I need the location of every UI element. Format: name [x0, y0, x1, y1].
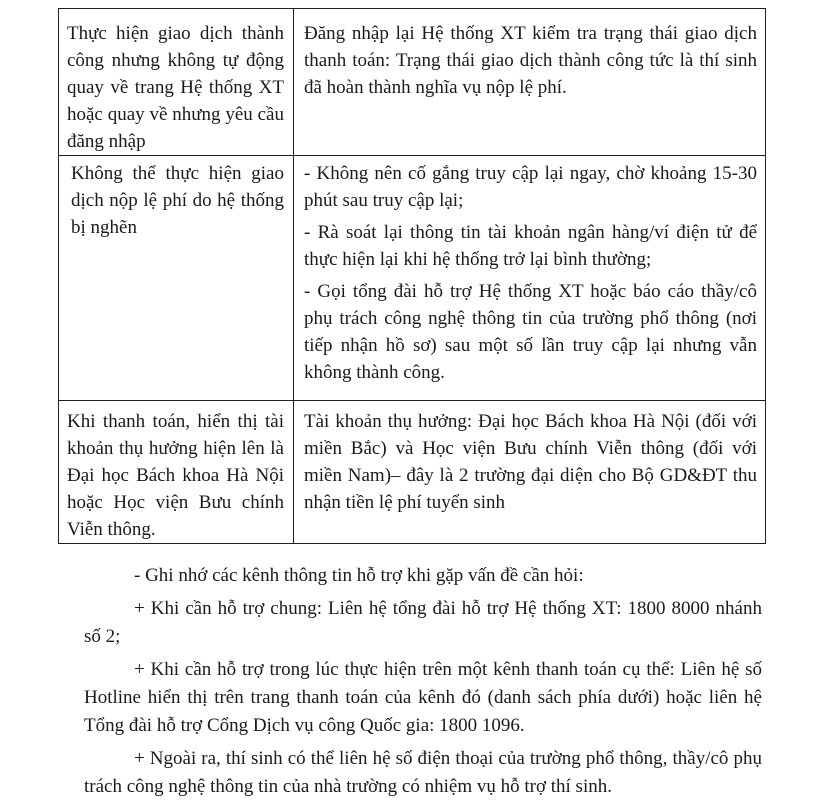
note-item: + Khi cần hỗ trợ chung: Liên hệ tổng đài hỗ trợ Hệ thống XT: 1800 8000 nhánh số 2; [84, 598, 762, 647]
issue-text: Thực hiện giao dịch thành công nhưng không tự động quay về trang Hệ thống XT hoặc quay về nhưng yêu cầu đăng nhập [67, 23, 284, 152]
issue-text: Không thể thực hiện giao dịch nộp lệ phí do hệ thống bị nghẽn [71, 163, 284, 238]
solution-text: - Gọi tổng đài hỗ trợ Hệ thống XT hoặc báo cáo thầy/cô phụ trách công nghệ thông tin của trường phổ thông (nơi tiếp nhận hồ sơ) sau một số lần truy cập lại nhưng vẫn không thành công. [304, 281, 757, 383]
solution-cell [294, 156, 766, 401]
troubleshooting-table [58, 8, 766, 544]
table-row [59, 156, 766, 401]
table-row [59, 9, 766, 156]
issue-cell [59, 156, 294, 401]
issue-cell [59, 9, 294, 156]
note-item: + Ngoài ra, thí sinh có thể liên hệ số điện thoại của trường phổ thông, thầy/cô phụ trách công nghệ thông tin của nhà trường có nhiệm vụ hỗ trợ thí sinh. [84, 748, 762, 797]
solution-text: - Rà soát lại thông tin tài khoản ngân hàng/ví điện tử để thực hiện lại khi hệ thống trở lại bình thường; [304, 222, 757, 270]
solution-text: - Không nên cố gắng truy cập lại ngay, chờ khoảng 15-30 phút sau truy cập lại; [304, 163, 757, 211]
issue-cell [59, 401, 294, 544]
solution-text: Tài khoản thụ hưởng: Đại học Bách khoa Hà Nội (đối với miền Bắc) và Học viện Bưu chính Viễn thông (đối với miền Nam)– đây là 2 trường đại diện cho Bộ GD&ĐT thu nhận tiền lệ phí tuyển sinh [304, 411, 757, 513]
note-item: + Khi cần hỗ trợ trong lúc thực hiện trên một kênh thanh toán cụ thể: Liên hệ số Hotline hiển thị trên trang thanh toán của kênh đó (danh sách phía dưới) hoặc liên hệ Tổng đài hỗ trợ Cổng Dịch vụ công Quốc gia: 1800 1096. [84, 659, 762, 736]
notes-heading: - Ghi nhớ các kênh thông tin hỗ trợ khi gặp vấn đề cần hỏi: [134, 565, 584, 586]
table-row [59, 401, 766, 544]
issue-text: Khi thanh toán, hiển thị tài khoản thụ hưởng hiện lên là Đại học Bách khoa Hà Nội hoặc Học viện Bưu chính Viễn thông. [67, 411, 284, 540]
solution-cell [294, 401, 766, 544]
solution-cell [294, 9, 766, 156]
solution-text: Đăng nhập lại Hệ thống XT kiểm tra trạng thái giao dịch thanh toán: Trạng thái giao dịch thành công tức là thí sinh đã hoàn thành nghĩa vụ nộp lệ phí. [304, 23, 757, 98]
